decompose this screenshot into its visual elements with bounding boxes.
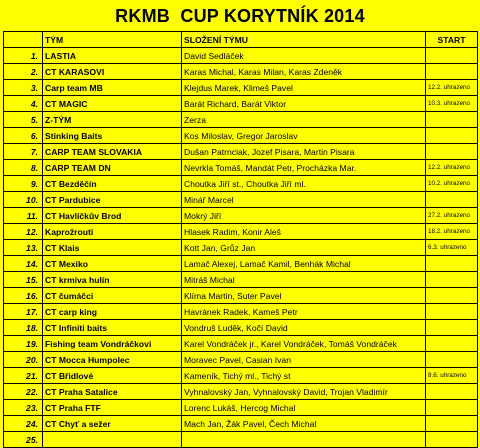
start-note bbox=[426, 304, 478, 320]
team-members: Klíma Martin, Suter Pavel bbox=[182, 288, 426, 304]
team-name: CT Bezděčín bbox=[43, 176, 182, 192]
table-row bbox=[4, 336, 478, 352]
team-members: Nevrkla Tomáš, Mandát Petr, Procházka Mar. bbox=[182, 160, 426, 176]
table-row bbox=[4, 288, 478, 304]
row-number: 25. bbox=[4, 432, 43, 448]
start-note bbox=[426, 416, 478, 432]
page-title: RKMB CUP KORYTNÍK 2014 bbox=[115, 6, 365, 26]
table-row bbox=[4, 128, 478, 144]
header-members: SLOŽENÍ TÝMU bbox=[182, 32, 426, 48]
row-number: 20. bbox=[4, 352, 43, 368]
start-note bbox=[426, 128, 478, 144]
table-row bbox=[4, 432, 478, 448]
table-row bbox=[4, 48, 478, 64]
table-row bbox=[4, 112, 478, 128]
team-members: Lorenc Lukáš, Hercog Michal bbox=[182, 400, 426, 416]
start-note: 12.2. uhrazeno bbox=[426, 80, 478, 96]
table-row bbox=[4, 416, 478, 432]
team-name: Stinking Baits bbox=[43, 128, 182, 144]
start-note bbox=[426, 352, 478, 368]
team-name bbox=[43, 432, 182, 448]
team-members: Vyhnalovský Jan, Vyhnalovský David, Trojan Vladimír bbox=[182, 384, 426, 400]
team-members: Havránek Radek, Kameš Petr bbox=[182, 304, 426, 320]
start-note bbox=[426, 144, 478, 160]
start-note bbox=[426, 192, 478, 208]
team-members: Dušan Patrnciak, Jozef Pisara, Martin Pisara bbox=[182, 144, 426, 160]
row-number: 16. bbox=[4, 288, 43, 304]
team-name: CARP TEAM SLOVAKIA bbox=[43, 144, 182, 160]
table-row bbox=[4, 64, 478, 80]
start-note bbox=[426, 432, 478, 448]
header-row bbox=[4, 32, 478, 48]
row-number: 14. bbox=[4, 256, 43, 272]
row-number: 7. bbox=[4, 144, 43, 160]
team-name: CT Pardubice bbox=[43, 192, 182, 208]
start-note: 10.3. uhrazeno bbox=[426, 96, 478, 112]
team-name: Z-TÝM bbox=[43, 112, 182, 128]
table-row bbox=[4, 144, 478, 160]
table-row bbox=[4, 240, 478, 256]
team-name: Carp team MB bbox=[43, 80, 182, 96]
row-number: 24. bbox=[4, 416, 43, 432]
start-note: 8.6. uhrazeno bbox=[426, 368, 478, 384]
team-members: Vondruš Luděk, Kočí David bbox=[182, 320, 426, 336]
team-members: Zerza bbox=[182, 112, 426, 128]
row-number: 19. bbox=[4, 336, 43, 352]
row-number: 4. bbox=[4, 96, 43, 112]
team-members: Hlasek Radim, Konir Aleš bbox=[182, 224, 426, 240]
team-members: Mitráš Michal bbox=[182, 272, 426, 288]
team-name: Fishing team Vondráčkovi bbox=[43, 336, 182, 352]
row-number: 8. bbox=[4, 160, 43, 176]
row-number: 17. bbox=[4, 304, 43, 320]
row-number: 2. bbox=[4, 64, 43, 80]
table-row bbox=[4, 400, 478, 416]
team-name: CT Mocca Humpolec bbox=[43, 352, 182, 368]
team-table bbox=[3, 31, 478, 448]
table-row bbox=[4, 208, 478, 224]
start-note: 27.2. uhrazeno bbox=[426, 208, 478, 224]
row-number: 13. bbox=[4, 240, 43, 256]
start-note bbox=[426, 384, 478, 400]
team-name: CT Klais bbox=[43, 240, 182, 256]
team-name: CARP TEAM DN bbox=[43, 160, 182, 176]
row-number: 5. bbox=[4, 112, 43, 128]
team-name: LASTIA bbox=[43, 48, 182, 64]
table-row bbox=[4, 256, 478, 272]
table-row bbox=[4, 224, 478, 240]
team-name: CT čumáčci bbox=[43, 288, 182, 304]
table-row bbox=[4, 304, 478, 320]
team-name: CT Infiniti baits bbox=[43, 320, 182, 336]
table-row bbox=[4, 160, 478, 176]
team-members: Mach Jan, Žák Pavel, Čech Michal bbox=[182, 416, 426, 432]
team-name: CT Břidlové bbox=[43, 368, 182, 384]
start-note bbox=[426, 288, 478, 304]
team-name: CT Havlíčkův Brod bbox=[43, 208, 182, 224]
start-note bbox=[426, 320, 478, 336]
table-row bbox=[4, 368, 478, 384]
table-row bbox=[4, 272, 478, 288]
team-name: CT carp king bbox=[43, 304, 182, 320]
row-number: 1. bbox=[4, 48, 43, 64]
table-row bbox=[4, 96, 478, 112]
team-name: CT Mexiko bbox=[43, 256, 182, 272]
team-name: CT KARASOVI bbox=[43, 64, 182, 80]
start-note: 12.2. uhrazeno bbox=[426, 160, 478, 176]
header-num bbox=[4, 32, 43, 48]
start-note bbox=[426, 272, 478, 288]
table-row bbox=[4, 384, 478, 400]
team-name: Kaprožrouti bbox=[43, 224, 182, 240]
row-number: 18. bbox=[4, 320, 43, 336]
team-members: Karel Vondráček jr., Karel Vondráček, Tomáš Vondráček bbox=[182, 336, 426, 352]
team-members bbox=[182, 432, 426, 448]
team-members: Minář Marcel bbox=[182, 192, 426, 208]
header-start: START bbox=[426, 32, 478, 48]
team-members: Barát Richard, Barát Viktor bbox=[182, 96, 426, 112]
row-number: 22. bbox=[4, 384, 43, 400]
row-number: 6. bbox=[4, 128, 43, 144]
row-number: 11. bbox=[4, 208, 43, 224]
start-note: 18.2. uhrazeno bbox=[426, 224, 478, 240]
team-name: CT Praha Satalice bbox=[43, 384, 182, 400]
start-note bbox=[426, 48, 478, 64]
team-members: David Sedláček bbox=[182, 48, 426, 64]
team-members: Kameník, Tichý ml., Tichý st bbox=[182, 368, 426, 384]
team-members: Klejdus Marek, Klimeš Pavel bbox=[182, 80, 426, 96]
start-note bbox=[426, 112, 478, 128]
table-row bbox=[4, 320, 478, 336]
row-number: 21. bbox=[4, 368, 43, 384]
row-number: 12. bbox=[4, 224, 43, 240]
team-members: Lamač Alexej, Lamač Kamil, Benhák Michal bbox=[182, 256, 426, 272]
table-row bbox=[4, 80, 478, 96]
row-number: 23. bbox=[4, 400, 43, 416]
row-number: 15. bbox=[4, 272, 43, 288]
start-note: 10.2. uhrazeno bbox=[426, 176, 478, 192]
header-team: TÝM bbox=[43, 32, 182, 48]
start-note bbox=[426, 64, 478, 80]
team-members: Moravec Pavel, Casian Ivan bbox=[182, 352, 426, 368]
start-note: 6.3. uhrazeno bbox=[426, 240, 478, 256]
team-name: CT Praha FTF bbox=[43, 400, 182, 416]
start-note bbox=[426, 256, 478, 272]
team-name: CT MAGIC bbox=[43, 96, 182, 112]
team-members: Kos Miloslav, Gregor Jaroslav bbox=[182, 128, 426, 144]
start-note bbox=[426, 336, 478, 352]
team-members: Choutka Jiří st., Choutka Jiří ml. bbox=[182, 176, 426, 192]
team-members: Mokrý Jiří bbox=[182, 208, 426, 224]
row-number: 3. bbox=[4, 80, 43, 96]
table-row bbox=[4, 352, 478, 368]
team-members: Karas Michal, Karas Milan, Karas Zdeněk bbox=[182, 64, 426, 80]
team-name: CT Chyť a sežer bbox=[43, 416, 182, 432]
table-row bbox=[4, 192, 478, 208]
row-number: 9. bbox=[4, 176, 43, 192]
start-note bbox=[426, 400, 478, 416]
table-row bbox=[4, 176, 478, 192]
row-number: 10. bbox=[4, 192, 43, 208]
team-name: CT krmiva hulín bbox=[43, 272, 182, 288]
team-members: Kott Jan, Grůz Jan bbox=[182, 240, 426, 256]
